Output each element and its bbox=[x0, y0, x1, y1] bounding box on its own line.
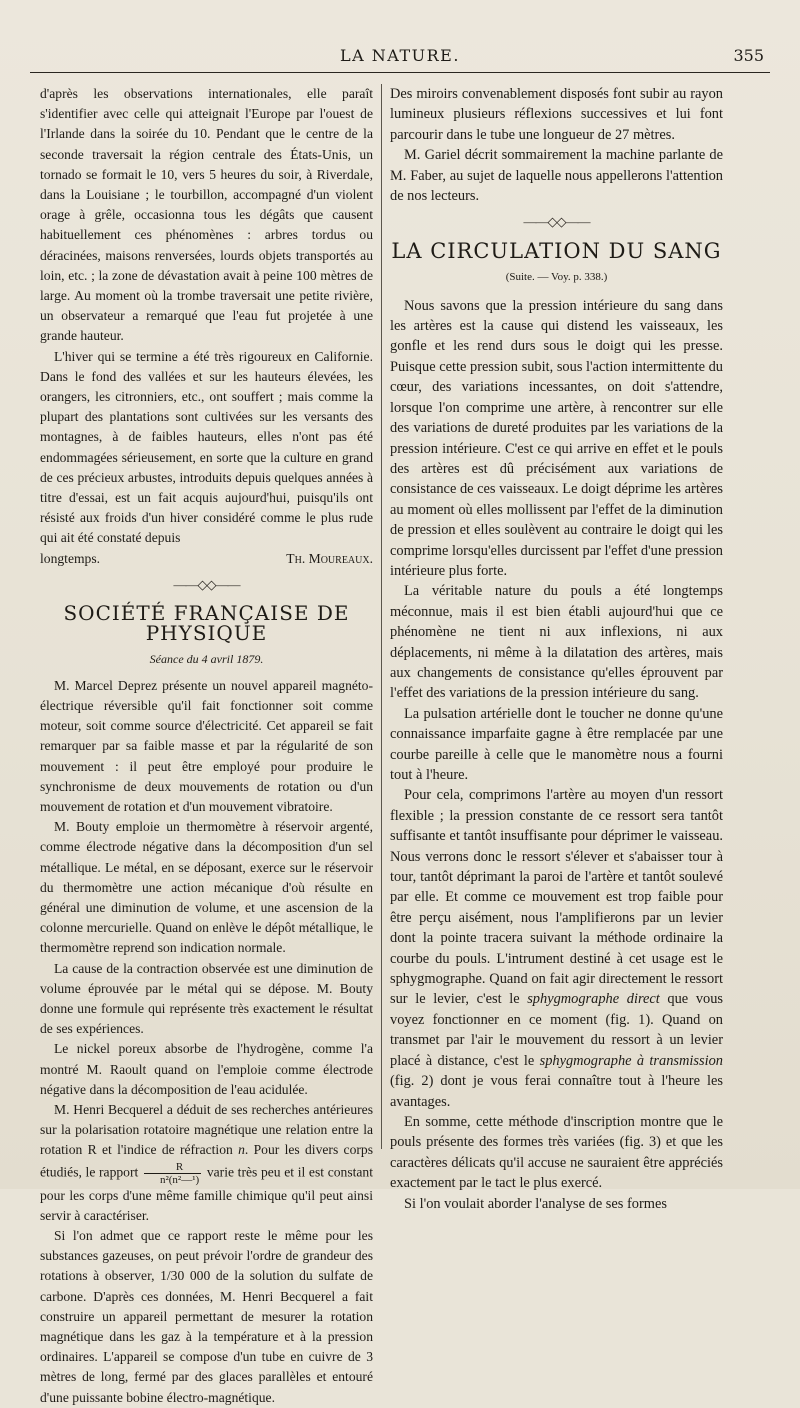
paragraph: Si l'on admet que ce rapport reste le même pour les substances gazeuses, on peut prévoir l'ordre de grandeur des rotations à observer, 1/30 000 de la solution du sulfate de carbone. D'après ces données, M. Henri Becquerel a fait construire un appareil permettant de mesurer la rotation magnétique dans les gaz à la température et à la pression ordinaires. L'appareil se compose d'un tube en cuivre de 3 mètres de long, fermé par des glaces parallèles et entouré d'une puissante bobine électro-magnétique. bbox=[40, 1227, 373, 1405]
text-run: Pour cela, comprimons l'artère au moyen d'un ressort flexible ; la pression constante de ce ressort sera tantôt suffisante et tantôt insuffisante pour déprimer le vaisseau. Nous verrons donc le ressort s'élever et s'abaisser tour à tour, tantôt déprimant la paroi de l'artère et tantôt soulevé par elle. Et comme ce mouvement est trop faible pour être perçu aisément, nous l'amplifierons par un levier dont la pointe tracera suivant la méthode ordinaire la courbe du pouls. L'intrument destiné à cet usage est le sphygmographe. Quand on fait agir directement le ressort sur le levier, c'est le bbox=[390, 787, 723, 1008]
ratio-formula bbox=[144, 1161, 201, 1186]
formula-numerator: R bbox=[144, 1161, 201, 1174]
section-ornament: ——◇◇—— bbox=[173, 576, 240, 592]
text-run: . Pour les divers corps étudiés, le rapport bbox=[40, 1142, 373, 1180]
journal-title: LA NATURE. bbox=[340, 46, 460, 65]
left-column bbox=[40, 84, 373, 1405]
article-heading: LA CIRCULATION DU SANG bbox=[391, 238, 722, 263]
variable-n: n bbox=[238, 1142, 245, 1158]
term-direct: sphygmographe direct bbox=[527, 991, 660, 1008]
term-transmission: sphygmographe à transmission bbox=[539, 1052, 723, 1069]
paragraph-with-italics bbox=[390, 785, 723, 1112]
article-continuation-note: (Suite. — Voy. p. 338.) bbox=[505, 271, 608, 284]
paragraph: Nous savons que la pression intérieure du sang dans les artères est la cause qui distend les vaisseaux, les gonfle et les rend durs sous le doigt qui les presse. Puisque cette pression subit, sous l'action intermittente du cœur, des variations incessantes, on doit s'attendre, lorsque l'on comprime une artère, à rencontrer sur elle des variations de dureté produites par les variations de la pression intérieure. C'est ce qui arrive en effet et le pouls des artères est dû précisément aux variations de consistance de ces vaisseaux. Le doigt déprime les artères au moment où elles mollissent par l'effet de la diminution de pression et elles soulèvent au contraire le doigt qui les comprime lorsqu'elles durcissent par l'effet d'une pression intérieure plus forte. bbox=[390, 297, 723, 579]
text-run: M. Henri Becquerel a déduit de ses recherches antérieures sur la polarisation rotatoire magnétique une relation entre la rotation R et l'indice de réfraction bbox=[40, 1101, 373, 1158]
paragraph-with-formula bbox=[40, 1100, 373, 1226]
section-ornament: ——◇◇—— bbox=[523, 214, 590, 230]
text-run: varie très peu et il est constant pour les corps d'une même famille chimique qu'il peut ainsi servir à caractériser. bbox=[40, 1164, 373, 1223]
paragraph: M. Gariel décrit sommairement la machine parlante de M. Faber, au sujet de laquelle nous appellerons l'attention de nos lecteurs. bbox=[390, 147, 723, 205]
paragraph: M. Bouty emploie un thermomètre à réservoir argenté, comme électrode négative dans la décomposition d'un sel métallique. Le métal, en se déposant, exerce sur le réservoir du thermomètre une action mécanique d'où résulte en général une diminution de volume, et une ascension de la colonne mercurielle. Quand on enlève le dépôt métallique, le thermomètre reprend son indication normale. bbox=[40, 819, 373, 956]
paragraph: L'hiver qui se termine a été très rigoureux en Californie. Dans le fond des vallées et sur les hauteurs élevées, les orangers, les citronniers, etc., ont souffert ; mais comme la plupart des plantations sont cultivées sur les versants des montagnes, à de faibles hauteurs, elles n'ont pas été endommagées sérieusement, en sorte que la culture en grand de ces précieux arbustes, introduits depuis quelques années à titre d'essai, est un fait acquis aujourd'hui, puisqu'ils ont résisté aux froids d'un hiver considéré comme le plus rude qui ait été constaté depuis bbox=[40, 348, 373, 546]
signature-line bbox=[40, 549, 373, 569]
author-signature: Th. Moureaux. bbox=[286, 550, 373, 566]
formula-denominator: n²(n²—¹) bbox=[159, 1173, 200, 1186]
text-run: que vous voyez fonctionner en ce moment (fig. 1). Quand on transmet par l'air le mouvement du ressort à un levier placé à distance, c'est le bbox=[390, 991, 723, 1069]
paragraph: La cause de la contraction observée est une diminution de volume éprouvée par le métal qui se dépose. M. Bouty donne une formule qui représente très exactement le résultat de ses expériences. bbox=[40, 960, 373, 1037]
right-column bbox=[390, 84, 723, 1212]
paragraph: Le nickel poreux absorbe de l'hydrogène, comme l'a montré M. Raoult quand on l'emploie comme électrode négative dans la décomposition de l'eau acidulée. bbox=[40, 1041, 373, 1097]
page-number: 355 bbox=[733, 46, 764, 65]
paragraph: Des miroirs convenablement disposés font subir au rayon lumineux plusieurs réflexions successives et lui font parcourir dans le tube une longueur de 27 mètres. bbox=[390, 86, 723, 143]
signature-lead: longtemps. bbox=[40, 550, 101, 566]
page-header bbox=[30, 42, 770, 73]
paragraph: La véritable nature du pouls a été longtemps méconnue, mais il est bien établi aujourd'hui que ce phénomène ne tient ni aux inflexions, ni aux déplacements, ni même à la dilatation des artères, mais aux changements de consistance qu'elles éprouvent par l'effet des variations de la pression intérieure du sang. bbox=[390, 583, 723, 702]
paragraph: La pulsation artérielle dont le toucher ne donne qu'une connaissance imparfaite gagne à être remplacée par une courbe pareille à celle que le manomètre nous a fourni tout à l'heure. bbox=[390, 705, 723, 783]
text-run: (fig. 2) dont je vous ferai connaître tout à l'heure les avantages. bbox=[390, 1073, 723, 1110]
paragraph: En somme, cette méthode d'inscription montre que le pouls présente des formes très variées (fig. 3) et que les caractères délicats qu'il accuse ne sauraient être appréciés exactement par le tact le plus exercé. bbox=[390, 1113, 723, 1192]
paragraph: d'après les observations internationales, elle paraît s'identifier avec celle qui atteignait l'Europe par l'ouest de l'Irlande dans la soirée du 10. Pendant que le centre de la seconde traversait la région centrale des États-Unis, un tornado se formait le 10, vers 5 heures du soir, à Riverdale, dans la Louisiane ; le tourbillon, accompagné d'un violent orage à grêle, occasionna tous les dégâts que causent habituellement ces phénomènes : arbres tordus ou déracinées, maisons renversées, lourds objets transportés au loin, etc. ; la zone de dévastation avait à peine 100 mètres de large. Au moment où la trombe traversait une petite rivière, un observateur a remarqué que l'eau fut projetée à une grande hauteur. bbox=[40, 86, 373, 344]
paragraph: Si l'on voulait aborder l'analyse de ses formes bbox=[404, 1195, 667, 1212]
section-heading: SOCIÉTÉ FRANÇAISE DE PHYSIQUE bbox=[63, 601, 350, 646]
paragraph: M. Marcel Deprez présente un nouvel appareil magnéto-électrique réversible qu'il fait fonctionner soit comme moteur, soit comme source d'électricité. Cet appareil se fait remarquer par sa faible masse et par la régularité de son mouvement : il peut être employé pour produire le synchronisme de deux mouvements de rotation ou d'un mouvement de rotation et d'un mouvement vibratoire. bbox=[40, 677, 373, 814]
session-date: Séance du 4 avril 1879. bbox=[149, 652, 264, 667]
column-divider bbox=[381, 84, 382, 1149]
